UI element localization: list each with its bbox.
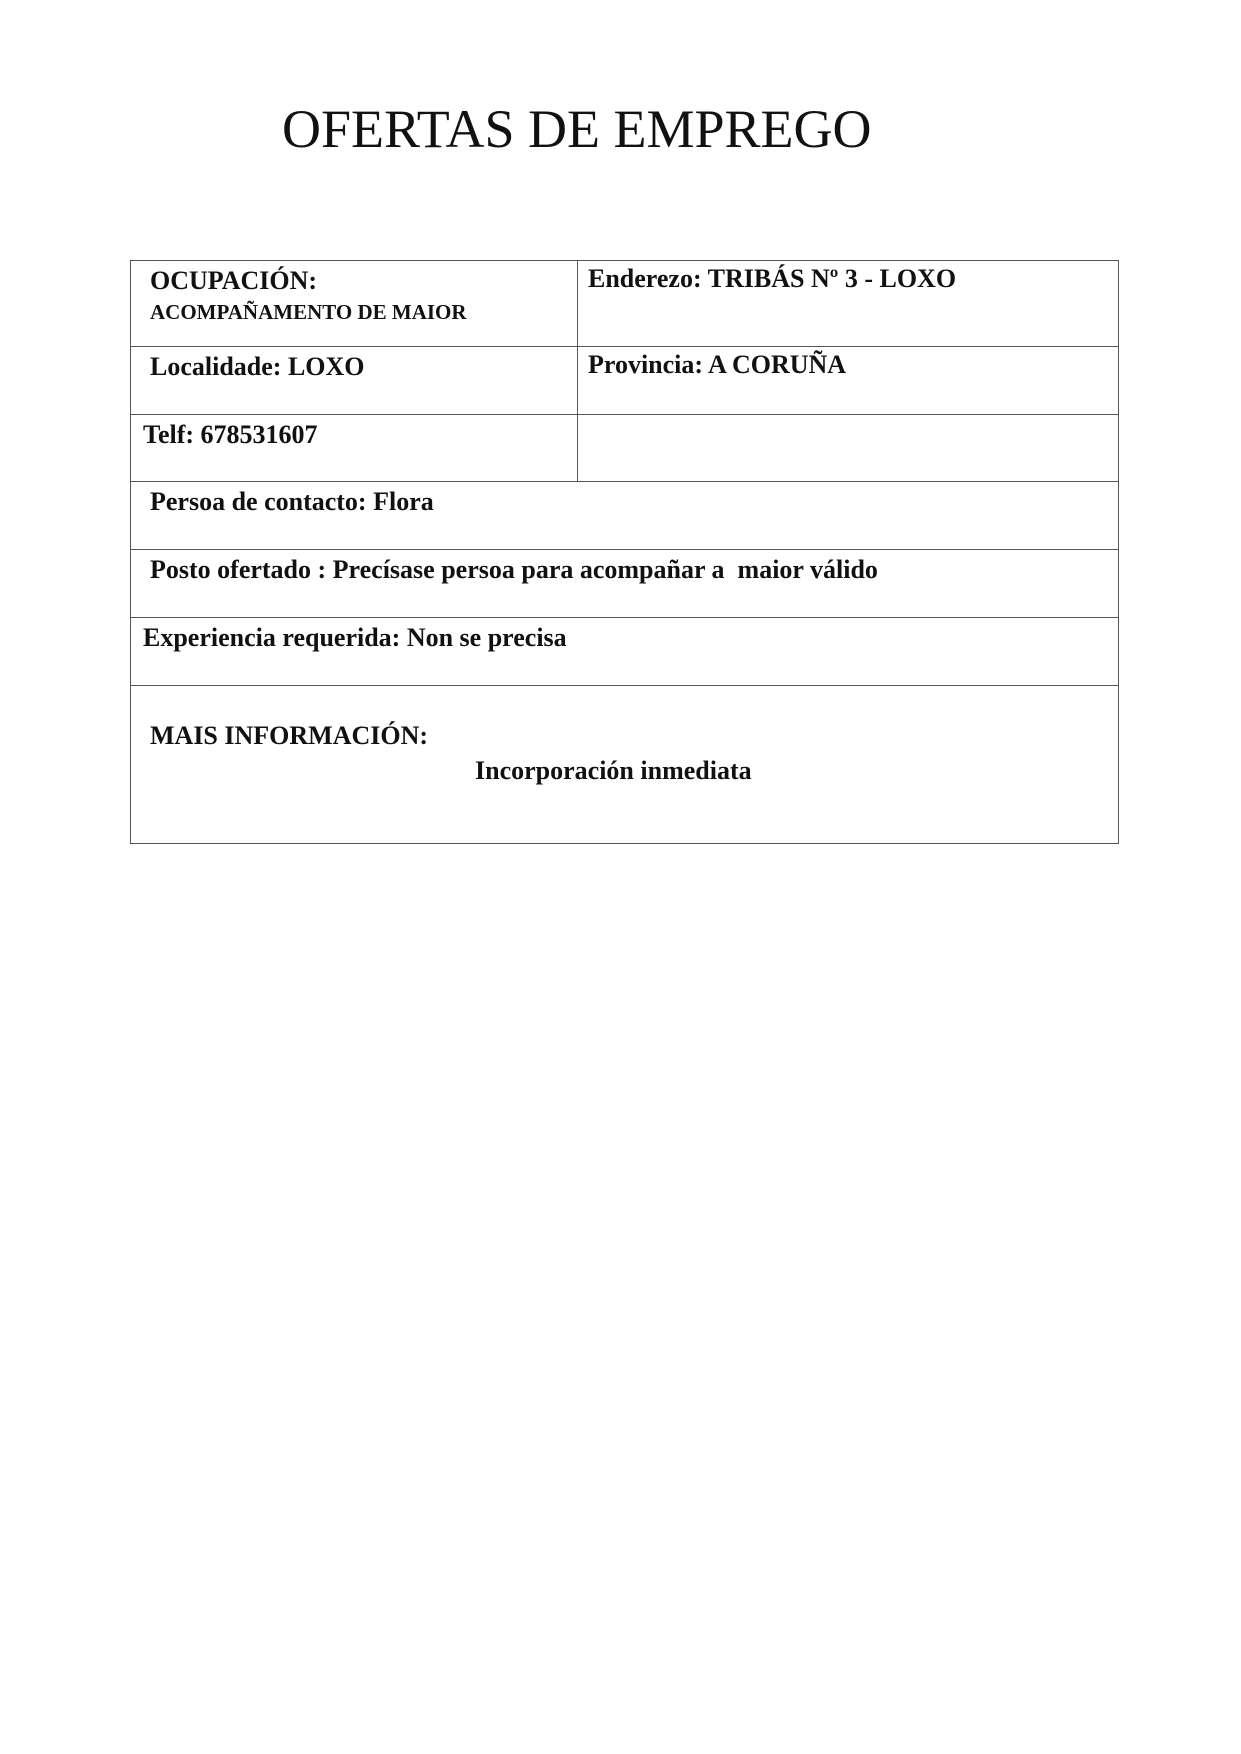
- phone-text: Telf: 678531607: [143, 420, 318, 450]
- province-cell: [578, 347, 1119, 415]
- occupation-label: OCUPACIÓN:: [150, 266, 318, 295]
- page-title: OFERTAS DE EMPREGO: [282, 99, 872, 159]
- more-info-cell: [131, 685, 1119, 843]
- address-text: Enderezo: TRIBÁS Nº 3 - LOXO: [588, 264, 957, 293]
- position-text: Posto ofertado : Precísase persoa para acompañar a maior válido: [150, 555, 878, 585]
- experience-text: Experiencia requerida: Non se precisa: [143, 622, 567, 652]
- occupation-value: ACOMPAÑAMENTO DE MAIOR: [150, 300, 467, 325]
- empty-cell: [578, 415, 1119, 482]
- position-cell: [131, 550, 1119, 617]
- table-row: [131, 415, 1119, 482]
- contact-text: Persoa de contacto: Flora: [150, 487, 434, 517]
- phone-cell: [131, 415, 578, 482]
- table-row: [131, 550, 1119, 617]
- address-cell: [578, 261, 1119, 347]
- more-info-value: Incorporación inmediata: [475, 755, 752, 785]
- occupation-cell: [131, 261, 578, 347]
- table-row: [131, 482, 1119, 550]
- table-row: [131, 261, 1119, 347]
- table-row: [131, 347, 1119, 415]
- table-row: [131, 617, 1119, 685]
- table-row: [131, 685, 1119, 843]
- contact-cell: [131, 482, 1119, 550]
- more-info-label: MAIS INFORMACIÓN:: [150, 720, 429, 750]
- province-text: Provincia: A CORUÑA: [588, 350, 847, 380]
- experience-cell: [131, 617, 1119, 685]
- locality-cell: [131, 347, 578, 415]
- locality-text: Localidade: LOXO: [150, 352, 365, 382]
- job-offer-table: [130, 260, 1119, 844]
